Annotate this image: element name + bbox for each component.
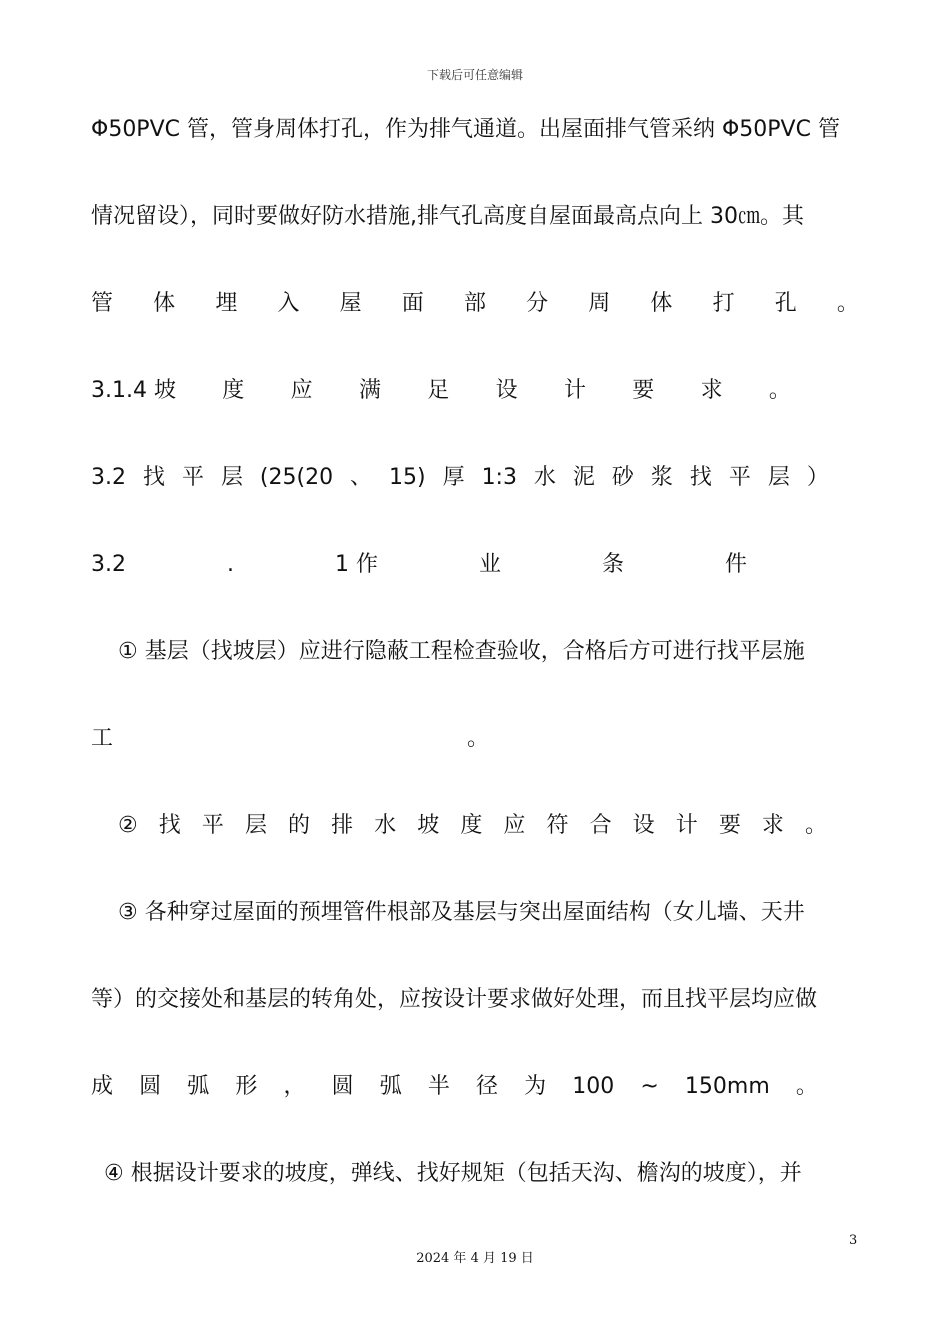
body-line-3-token: 埋 — [215, 291, 238, 316]
body-line-5-token: 浆 — [650, 465, 673, 490]
body-line-3-token: 打 — [712, 291, 735, 316]
body-line-12-token: 径 — [476, 1074, 499, 1099]
body-line-5-token: 水 — [533, 465, 556, 490]
body-line-6-token: 件 — [724, 552, 747, 577]
body-line-12-token: 半 — [427, 1074, 450, 1099]
body-line-4-token: 足 — [427, 378, 450, 403]
body-line-9-token: 。 — [804, 813, 827, 838]
body-line-4-token: 要 — [632, 378, 655, 403]
body-line-9-token: 找 — [158, 813, 181, 838]
body-line-4-token: 设 — [495, 378, 518, 403]
body-line-3-token: 面 — [401, 291, 424, 316]
body-line-9-token: 求 — [761, 813, 784, 838]
body-line-9-token: 设 — [632, 813, 655, 838]
page-header: 下载后可任意编辑 — [426, 68, 523, 82]
body-line-9-token: 要 — [718, 813, 741, 838]
body-line-12-token: 100 — [572, 1074, 615, 1099]
footer-date: 2024 年 4 月 19 日 — [416, 1251, 534, 1266]
body-line-5-token: 1:3 — [481, 465, 517, 490]
body-line-4-token: 3.1.4 坡 — [91, 378, 176, 403]
body-line-5-token: 砂 — [611, 465, 634, 490]
body-line-13: ④ 根据设计要求的坡度，弹线、找好规矩（包括天沟、檐沟的坡度），并 — [104, 1161, 802, 1186]
body-line-9 — [118, 811, 827, 841]
body-line-5-token: 层 — [220, 465, 243, 490]
body-line-5-token: 、 — [350, 465, 373, 490]
body-line-12-token: 成 — [91, 1074, 114, 1099]
body-line-9-token: 计 — [675, 813, 698, 838]
body-line-12-token: 圆 — [331, 1074, 354, 1099]
body-line-9-token: 应 — [503, 813, 526, 838]
body-line-12-token: 弧 — [187, 1074, 210, 1099]
body-line-3-token: 入 — [277, 291, 300, 316]
body-line-9-token: 合 — [589, 813, 612, 838]
body-line-4-token: 计 — [563, 378, 586, 403]
body-line-5-token: 平 — [728, 465, 751, 490]
body-line-3-token: 周 — [588, 291, 611, 316]
body-line-5-token: ） — [806, 465, 829, 490]
line8-char-2: 。 — [467, 726, 490, 751]
body-line-9-token: 平 — [201, 813, 224, 838]
body-line-5-token: 找 — [142, 465, 165, 490]
body-line-9-token: 度 — [460, 813, 483, 838]
body-line-4-token: 应 — [290, 378, 313, 403]
body-line-9-token: 符 — [546, 813, 569, 838]
body-line-5-token: 15) — [389, 465, 426, 490]
body-line-6-token: 条 — [601, 552, 624, 577]
body-line-5-token: 3.2 — [91, 465, 126, 490]
body-line-5-token: 平 — [181, 465, 204, 490]
body-line-12-token: ~ — [640, 1074, 659, 1099]
body-line-6-token: 3.2 — [91, 552, 126, 577]
body-line-10: ③ 各种穿过屋面的预埋管件根部及基层与突出屋面结构（女儿墙、天井 — [118, 900, 805, 925]
body-line-12-token: 。 — [795, 1074, 818, 1099]
body-line-5 — [91, 463, 829, 493]
body-line-3-token: 部 — [463, 291, 486, 316]
body-line-3-token: 屋 — [339, 291, 362, 316]
body-line-4 — [91, 376, 791, 406]
body-line-3-token: 孔 — [774, 291, 797, 316]
body-line-6 — [91, 550, 747, 580]
body-line-12-token: 150mm — [684, 1074, 770, 1099]
line8-char-1: 工 — [91, 726, 114, 751]
body-line-7: ① 基层（找坡层）应进行隐蔽工程检查验收，合格后方可进行找平层施 — [118, 639, 805, 664]
body-line-4-token: 求 — [700, 378, 723, 403]
body-line-6-token: 业 — [478, 552, 501, 577]
body-line-9-token: 排 — [331, 813, 354, 838]
body-line-9-token: 坡 — [417, 813, 440, 838]
body-line-3-token: 体 — [153, 291, 176, 316]
body-line-3-token: 管 — [91, 291, 114, 316]
body-line-2: 情况留设），同时要做好防水措施,排气孔高度自屋面最高点向上 30㎝。其 — [91, 204, 804, 229]
body-line-3 — [91, 289, 859, 319]
body-line-5-token: 层 — [767, 465, 790, 490]
body-line-9-token: 水 — [374, 813, 397, 838]
body-line-5-token: (25(20 — [259, 465, 334, 490]
body-line-5-token: 厚 — [442, 465, 465, 490]
body-line-4-token: 度 — [222, 378, 245, 403]
body-line-6-token: 1 作 — [334, 552, 378, 577]
body-line-6-token: . — [226, 552, 234, 577]
body-line-9-token: 的 — [288, 813, 311, 838]
body-line-5-token: 找 — [689, 465, 712, 490]
page-number: 3 — [849, 1233, 858, 1248]
body-line-3-token: 体 — [650, 291, 673, 316]
body-line-12-token: ， — [283, 1074, 306, 1099]
body-line-12 — [91, 1072, 818, 1102]
body-line-9-token: ② — [118, 813, 138, 838]
body-line-5-token: 泥 — [572, 465, 595, 490]
body-line-12-token: 为 — [524, 1074, 547, 1099]
body-line-4-token: 。 — [768, 378, 791, 403]
body-line-4-token: 满 — [358, 378, 381, 403]
body-line-9-token: 层 — [244, 813, 267, 838]
body-line-3-token: 分 — [526, 291, 549, 316]
body-line-11: 等）的交接处和基层的转角处，应按设计要求做好处理，而且找平层均应做 — [91, 987, 818, 1012]
body-line-12-token: 形 — [235, 1074, 258, 1099]
body-line-3-token: 。 — [836, 291, 859, 316]
body-line-12-token: 圆 — [139, 1074, 162, 1099]
body-line-12-token: 弧 — [379, 1074, 402, 1099]
body-line-1: Φ50PVC 管，管身周体打孔，作为排气通道。出屋面排气管采纳 Φ50PVC 管 — [91, 117, 840, 142]
